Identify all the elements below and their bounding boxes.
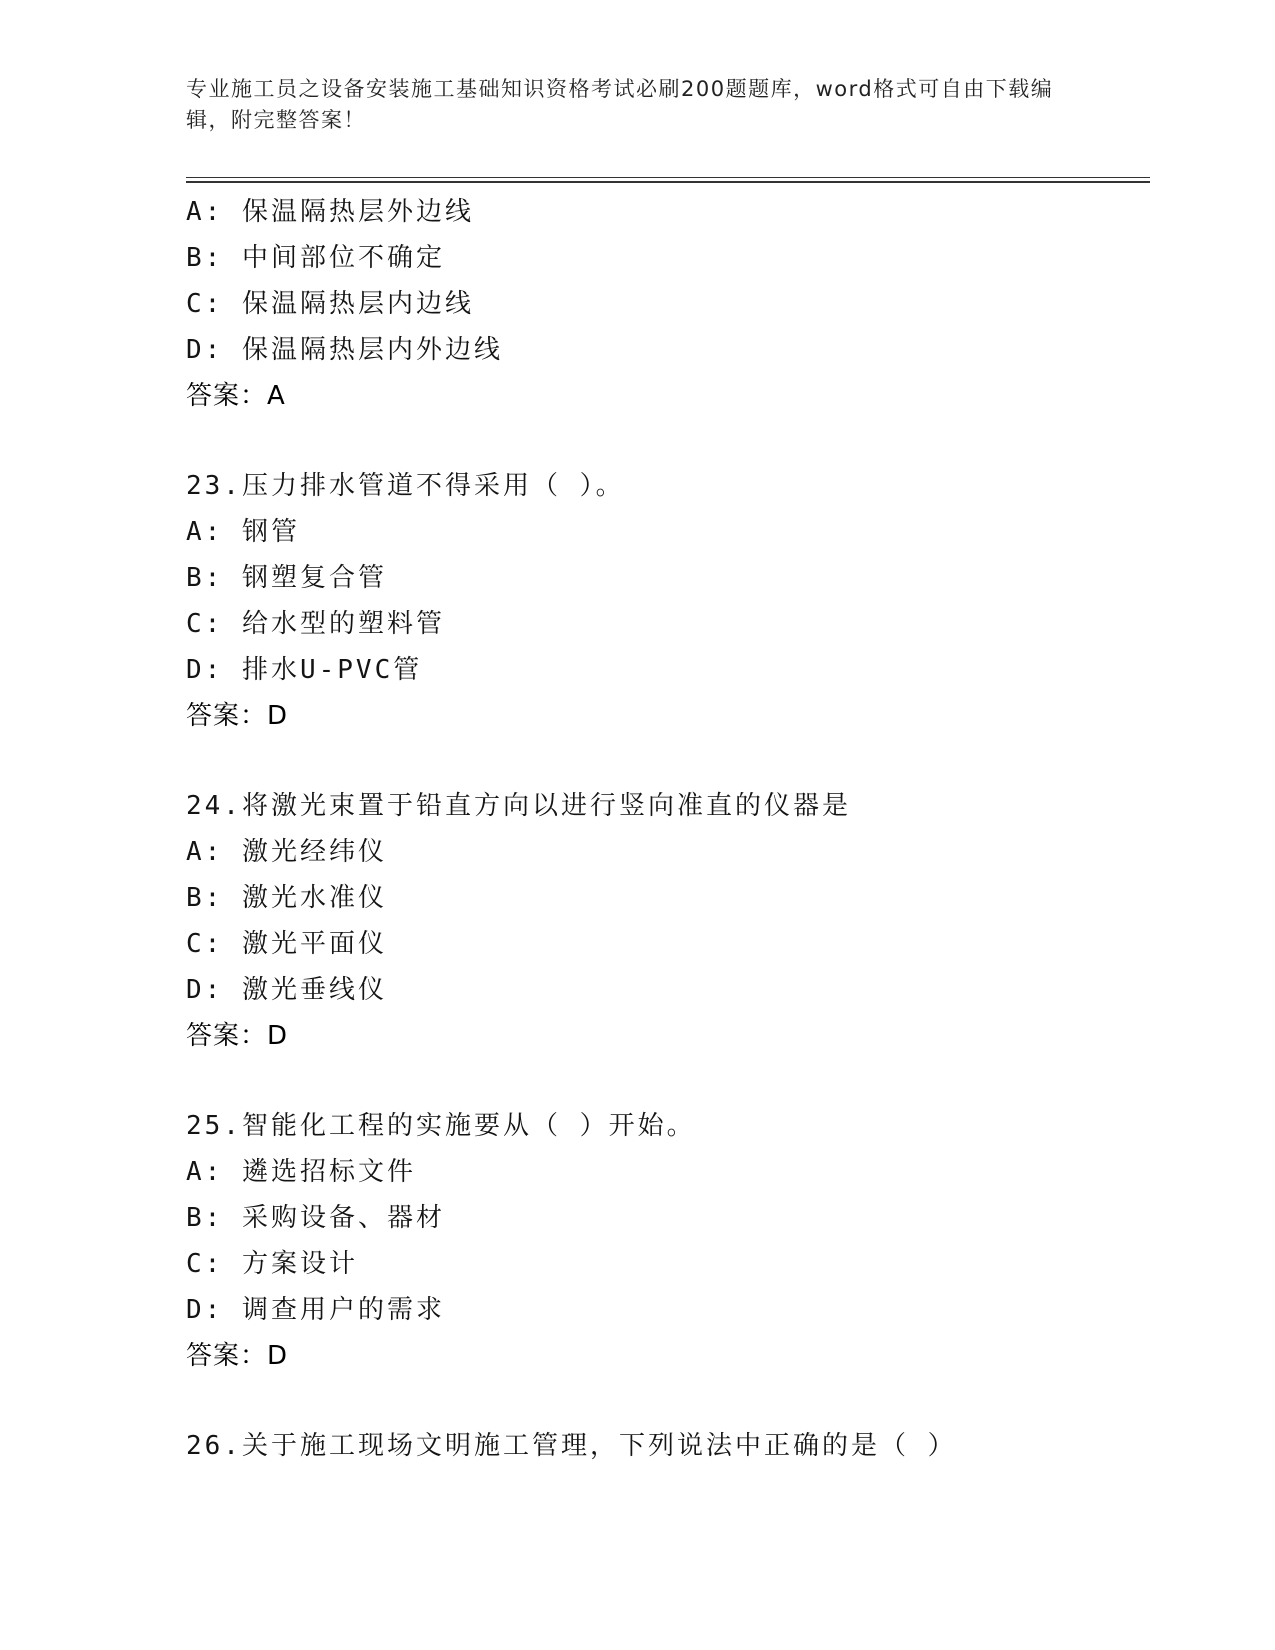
option-d: D: 保温隔热层内外边线 xyxy=(186,335,503,365)
option-c: C: 保温隔热层内边线 xyxy=(186,289,474,319)
header-divider-thin xyxy=(186,177,1150,178)
question-stem: 24.将激光束置于铅直方向以进行竖向准直的仪器是 xyxy=(186,791,851,821)
option-d: D: 排水U-PVC管 xyxy=(186,655,423,685)
answer-line: 答案：D xyxy=(186,701,289,731)
option-b: B: 钢塑复合管 xyxy=(186,563,387,593)
answer-line: 答案：D xyxy=(186,1021,289,1051)
option-b: B: 激光水准仪 xyxy=(186,883,387,913)
option-c: C: 方案设计 xyxy=(186,1249,358,1279)
question-stem: 26.关于施工现场文明施工管理，下列说法中正确的是（ ） xyxy=(186,1431,957,1461)
option-a: A: 激光经纬仪 xyxy=(186,837,387,867)
question-stem: 23.压力排水管道不得采用（ ）。 xyxy=(186,471,625,501)
option-a: A: 保温隔热层外边线 xyxy=(186,197,474,227)
answer-line: 答案：D xyxy=(186,1341,289,1371)
question-stem: 25.智能化工程的实施要从（ ）开始。 xyxy=(186,1111,696,1141)
document-header: 专业施工员之设备安装施工基础知识资格考试必刷200题题库，word格式可自由下载编辑，附完整答案！ xyxy=(186,77,1054,132)
option-b: B: 中间部位不确定 xyxy=(186,243,445,273)
spacer xyxy=(186,419,1146,463)
answer-line: 答案：A xyxy=(186,381,286,411)
spacer xyxy=(186,1059,1146,1103)
option-b: B: 采购设备、器材 xyxy=(186,1203,445,1233)
spacer xyxy=(186,739,1146,783)
header-divider-thick xyxy=(186,181,1150,183)
question-23 xyxy=(186,463,1146,739)
option-d: D: 调查用户的需求 xyxy=(186,1295,445,1325)
question-26 xyxy=(186,1423,1146,1469)
question-25 xyxy=(186,1103,1146,1379)
option-d: D: 激光垂线仪 xyxy=(186,975,387,1005)
option-a: A: 遴选招标文件 xyxy=(186,1157,416,1187)
option-a: A: 钢管 xyxy=(186,517,300,547)
option-c: C: 给水型的塑料管 xyxy=(186,609,445,639)
question-24 xyxy=(186,783,1146,1059)
spacer xyxy=(186,1379,1146,1423)
question-22-continuation xyxy=(186,189,1146,419)
question-list xyxy=(186,189,1146,1469)
option-c: C: 激光平面仪 xyxy=(186,929,387,959)
